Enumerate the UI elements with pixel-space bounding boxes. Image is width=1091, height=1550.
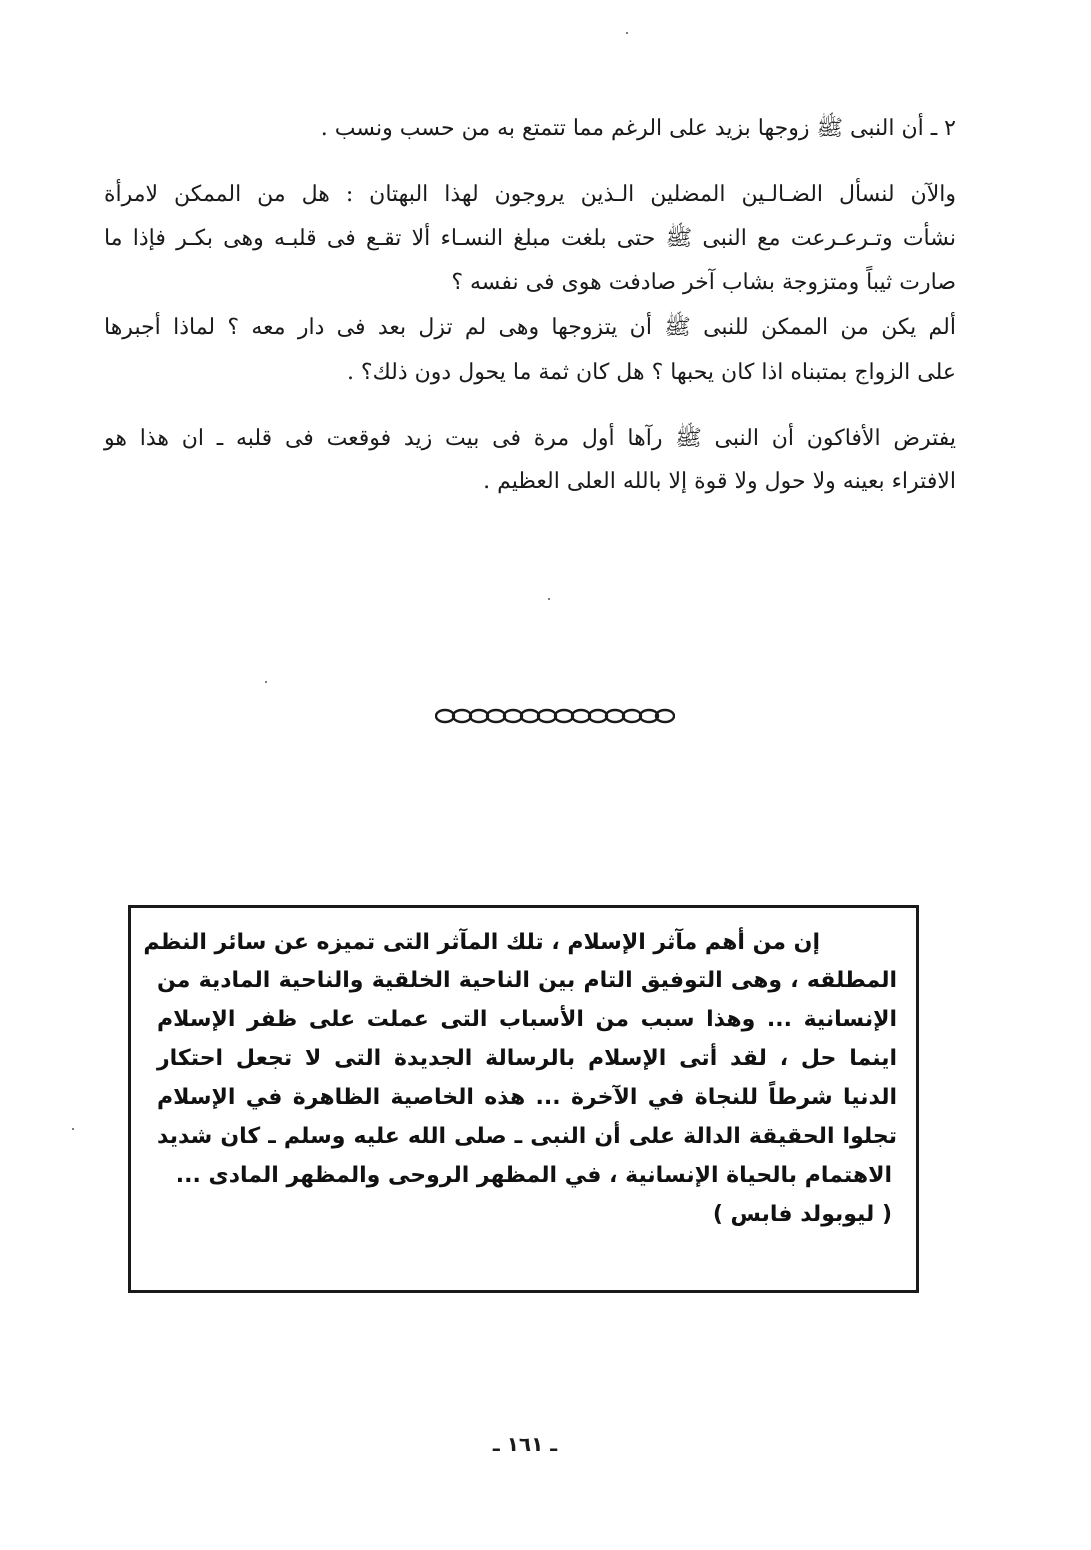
- quote-box: [128, 905, 919, 1293]
- paragraph-1-line-1: والآن لنسأل الضـالـين المضلين الـذين يروجون لهذا البهتان : هل من الممكن لامرأة: [104, 182, 956, 207]
- scan-speck: [626, 32, 628, 34]
- chain-ornament-divider: [435, 707, 675, 725]
- quote-line-5: الدنيا شرطاً للنجاة في الآخرة ... هذه الخاصية الظاهرة في الإسلام: [157, 1085, 897, 1110]
- scan-speck: [265, 681, 267, 683]
- paragraph-1-line-2: نشأت وتـرعـرعت مع النبى ﷺ حتى بلغت مبلغ النسـاء ألا تقـع فى قلبـه وهى بكـر فإذا ما: [104, 226, 956, 251]
- quote-attribution: ( ليوبولد فابس ): [712, 1202, 892, 1227]
- quote-line-2: المطلقه ، وهى التوفيق التام بين الناحية الخلقية والناحية المادية من: [157, 968, 897, 993]
- quote-line-4: اينما حل ، لقد أتى الإسلام بالرسالة الجديدة التى لا تجعل احتكار: [157, 1046, 897, 1071]
- paragraph-2-line-2: على الزواج بمتبناه اذا كان يحبها ؟ هل كان ثمة ما يحول دون ذلك؟ .: [346, 360, 956, 385]
- quote-line-6: تجلوا الحقيقة الدالة على أن النبى ـ صلى الله عليه وسلم ـ كان شديد: [157, 1124, 897, 1149]
- scan-speck: [72, 1128, 74, 1130]
- paragraph-2-line-1: ألم يكن من الممكن للنبى ﷺ أن يتزوجها وهى لم تزل بعد فى دار معه ؟ لماذا أجبرها: [104, 315, 956, 340]
- point-2-line: ٢ ـ أن النبى ﷺ زوجها بزيد على الرغم مما تتمتع به من حسب ونسب .: [320, 116, 956, 141]
- page-number: ـ ١٦١ ـ: [492, 1432, 558, 1456]
- scan-speck: [548, 598, 550, 600]
- paragraph-1-line-3: صارت ثيباً ومتزوجة بشاب آخر صادفت هوى فى نفسه ؟: [451, 270, 956, 295]
- paragraph-3-line-2: الافتراء بعينه ولا حول ولا قوة إلا بالله العلى العظيم .: [483, 469, 956, 494]
- quote-line-7: الاهتمام بالحياة الإنسانية ، في المظهر الروحى والمظهر المادى ...: [175, 1163, 892, 1188]
- quote-line-3: الإنسانية ... وهذا سبب من الأسباب التى عملت على ظفر الإسلام: [157, 1007, 897, 1032]
- quote-line-1: إن من أهم مآثر الإسلام ، تلك المآثر التى تميزه عن سائر النظم: [143, 930, 820, 955]
- paragraph-3-line-1: يفترض الأفاكون أن النبى ﷺ رآها أول مرة فى بيت زيد فوقعت فى قلبه ـ ان هذا هو: [104, 426, 956, 451]
